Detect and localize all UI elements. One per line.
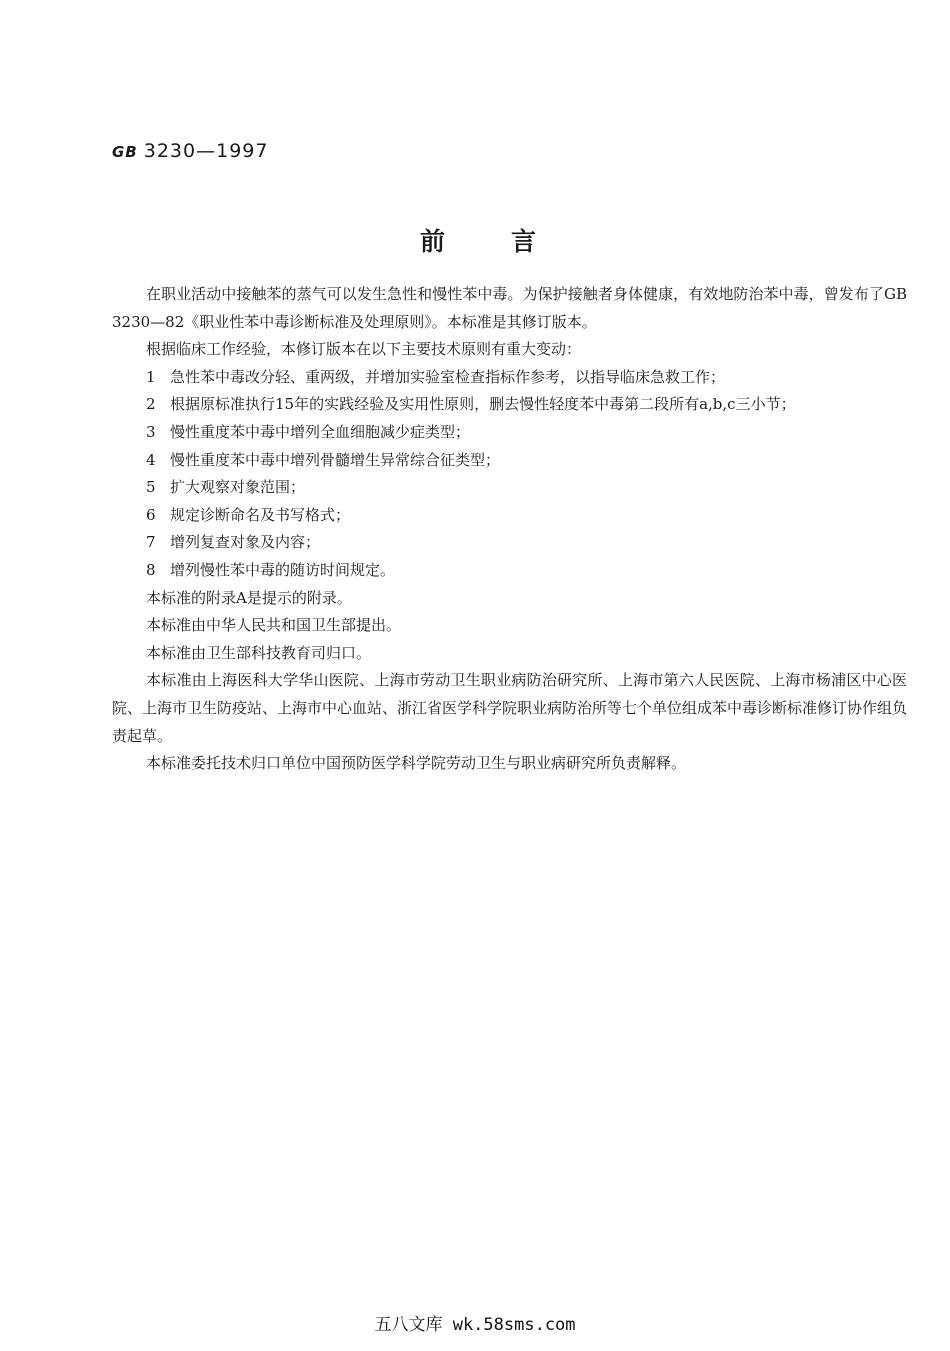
list-item	[112, 474, 907, 502]
list-item-text: 增列复查对象及内容；	[170, 533, 321, 552]
list-item-text: 慢性重度苯中毒中增列骨髓增生异常综合征类型；	[170, 450, 501, 469]
list-item-text: 增列慢性苯中毒的随访时间规定。	[170, 560, 396, 579]
standard-prefix: GB	[112, 143, 138, 161]
footer-watermark: 五八文库 wk.58sms.com	[374, 1315, 576, 1335]
page-title: 前言	[419, 227, 602, 256]
list-item	[112, 447, 907, 475]
list-item-number: 2	[146, 395, 156, 414]
list-item-number: 5	[146, 478, 156, 497]
paragraph-proposed: 本标准由中华人民共和国卫生部提出。	[146, 616, 402, 635]
list-item	[112, 364, 907, 392]
list-item-text: 规定诊断命名及书写格式；	[170, 505, 351, 524]
paragraph-drafted: 本标准由上海医科大学华山医院、上海市劳动卫生职业病防治研究所、上海市第六人民医院、上海市杨浦区中心医院、上海市卫生防疫站、上海市中心血站、浙江省医学科学院职业病防治所等七个单位组成苯中毒诊断标准修订协作组负责起草。	[112, 671, 908, 745]
list-item	[112, 419, 907, 447]
list-item-text: 根据原标准执行15年的实践经验及实用性原则，删去慢性轻度苯中毒第二段所有a,b,c三小节；	[170, 395, 796, 414]
list-item	[112, 502, 907, 530]
list-item-number: 1	[146, 367, 156, 386]
list-item	[112, 529, 907, 557]
list-item-number: 8	[146, 560, 156, 579]
list-item-number: 6	[146, 505, 156, 524]
paragraph-basis: 根据临床工作经验，本修订版本在以下主要技术原则有重大变动：	[146, 340, 582, 359]
list-item-text: 急性苯中毒改分轻、重两级，并增加实验室检查指标作参考，以指导临床急救工作；	[170, 367, 726, 386]
list-item-number: 3	[146, 422, 156, 441]
paragraph-interpret: 本标准委托技术归口单位中国预防医学科学院劳动卫生与职业病研究所负责解释。	[146, 754, 687, 773]
list-item-number: 4	[146, 450, 156, 469]
list-item	[112, 557, 907, 585]
list-item-number: 7	[146, 533, 156, 552]
standard-code	[112, 140, 268, 162]
foreword-body	[112, 281, 907, 778]
paragraph-managed: 本标准由卫生部科技教育司归口。	[146, 643, 372, 662]
list-item-text: 慢性重度苯中毒中增列全血细胞减少症类型；	[170, 422, 471, 441]
standard-number: 3230—1997	[143, 140, 269, 162]
paragraph-appendix: 本标准的附录A是提示的附录。	[146, 588, 352, 607]
paragraph-intro: 在职业活动中接触苯的蒸气可以发生急性和慢性苯中毒。为保护接触者身体健康，有效地防治苯中毒，曾发布了GB 3230—82《职业性苯中毒诊断标准及处理原则》。本标准是其修订版本。	[112, 285, 907, 331]
list-item	[112, 391, 907, 419]
list-item-text: 扩大观察对象范围；	[170, 478, 306, 497]
